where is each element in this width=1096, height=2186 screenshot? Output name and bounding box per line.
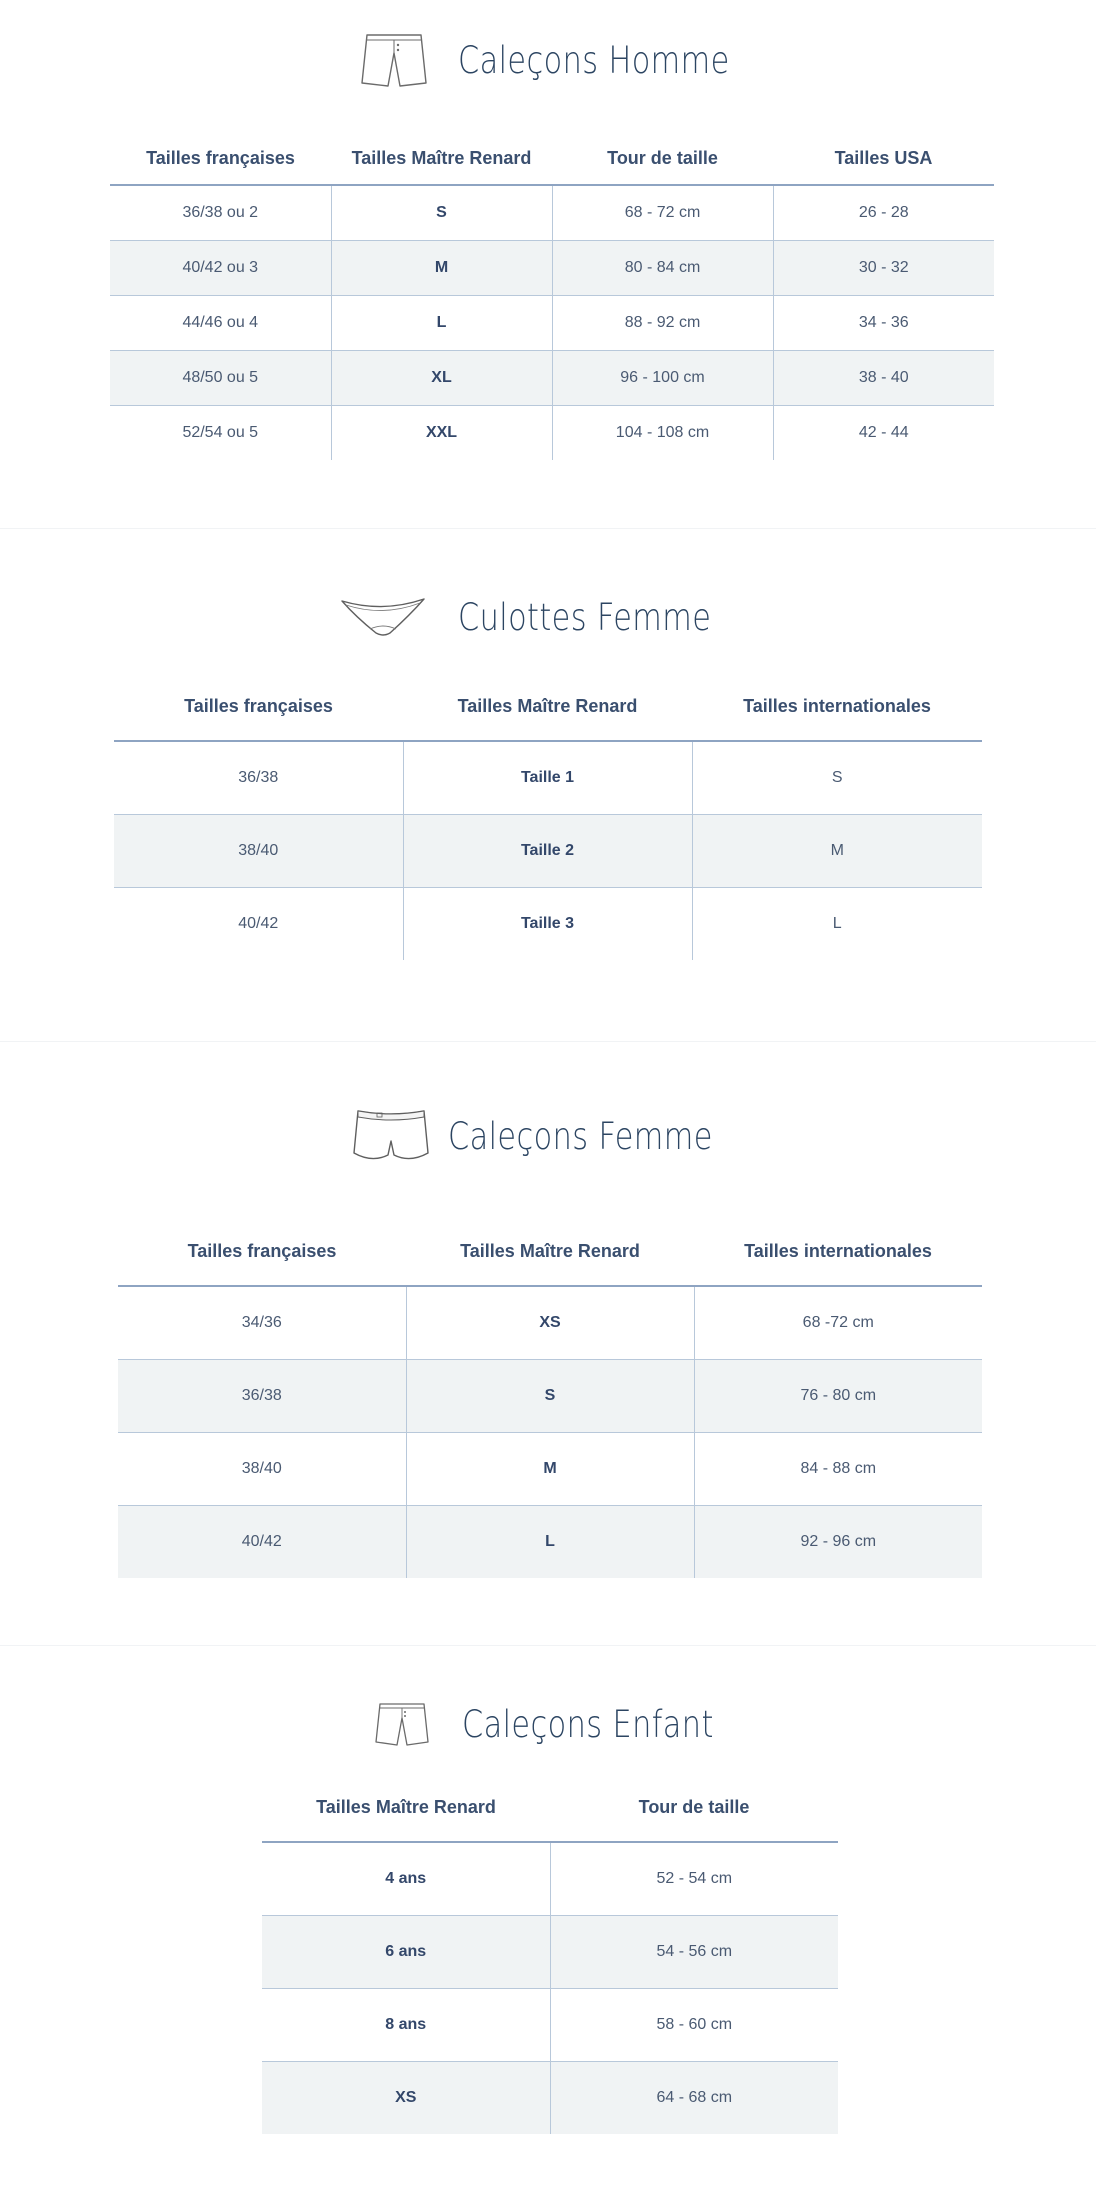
table-cell: 4 ans — [262, 1842, 550, 1915]
table-row — [118, 1286, 982, 1359]
table-row — [110, 295, 994, 350]
table-cell: XL — [331, 350, 552, 405]
table-cell: 80 - 84 cm — [552, 240, 773, 295]
table-cell: 38/40 — [118, 1432, 406, 1505]
table-row — [110, 240, 994, 295]
table-cell: 6 ans — [262, 1915, 550, 1988]
table-cell: 96 - 100 cm — [552, 350, 773, 405]
table-cell: Taille 2 — [403, 814, 692, 887]
table-cell: 92 - 96 cm — [694, 1505, 982, 1578]
table-cell: M — [331, 240, 552, 295]
table-cell: 58 - 60 cm — [550, 1988, 838, 2061]
section-title: Caleçons Enfant — [462, 1702, 714, 1746]
table-cell: 68 -72 cm — [694, 1286, 982, 1359]
size-table-culottes-femme — [114, 673, 982, 960]
column-header: Tailles françaises — [118, 1218, 406, 1286]
table-row — [262, 1842, 838, 1915]
section-2-heading — [340, 585, 767, 649]
table-cell: M — [692, 814, 982, 887]
table-row — [262, 1915, 838, 1988]
table-cell: Taille 3 — [403, 887, 692, 960]
section-divider — [0, 1041, 1096, 1042]
table-cell: 64 - 68 cm — [550, 2061, 838, 2134]
table-cell: 34/36 — [118, 1286, 406, 1359]
section-1-heading — [360, 28, 789, 92]
table-cell: 84 - 88 cm — [694, 1432, 982, 1505]
table-cell: 38/40 — [114, 814, 403, 887]
table-cell: 44/46 ou 4 — [110, 295, 331, 350]
table-row — [114, 741, 982, 814]
briefs-icon — [340, 595, 426, 639]
size-table-calecons-homme — [110, 132, 994, 460]
table-cell: 36/38 — [114, 741, 403, 814]
size-table-calecons-femme — [118, 1218, 982, 1578]
column-header: Tailles USA — [773, 132, 994, 185]
table-row — [262, 2061, 838, 2134]
column-header: Tailles françaises — [110, 132, 331, 185]
table-cell: S — [331, 185, 552, 240]
table-row — [262, 1988, 838, 2061]
column-header: Tour de taille — [550, 1774, 838, 1842]
section-title: Caleçons Femme — [448, 1114, 713, 1158]
table-cell: L — [331, 295, 552, 350]
table-cell: XXL — [331, 405, 552, 460]
table-cell: Taille 1 — [403, 741, 692, 814]
table-row — [118, 1359, 982, 1432]
table-row — [118, 1432, 982, 1505]
table-cell: L — [406, 1505, 694, 1578]
table-cell: M — [406, 1432, 694, 1505]
section-divider — [0, 528, 1096, 529]
table-cell: 88 - 92 cm — [552, 295, 773, 350]
column-header: Tailles Maître Renard — [406, 1218, 694, 1286]
table-cell: S — [692, 741, 982, 814]
table-cell: 30 - 32 — [773, 240, 994, 295]
table-row — [118, 1505, 982, 1578]
column-header: Tailles Maître Renard — [331, 132, 552, 185]
table-cell: 54 - 56 cm — [550, 1915, 838, 1988]
table-cell: XS — [406, 1286, 694, 1359]
kids-boxer-icon — [374, 1700, 430, 1748]
section-4-heading — [374, 1692, 769, 1756]
table-row — [110, 185, 994, 240]
table-cell: 52 - 54 cm — [550, 1842, 838, 1915]
column-header: Tailles Maître Renard — [262, 1774, 550, 1842]
table-cell: 26 - 28 — [773, 185, 994, 240]
table-cell: 40/42 ou 3 — [110, 240, 331, 295]
table-row — [110, 405, 994, 460]
table-cell: L — [692, 887, 982, 960]
women-boxer-icon — [352, 1105, 430, 1167]
table-cell: 42 - 44 — [773, 405, 994, 460]
table-cell: 38 - 40 — [773, 350, 994, 405]
column-header: Tailles Maître Renard — [403, 673, 692, 741]
table-cell: 40/42 — [118, 1505, 406, 1578]
size-table-calecons-enfant — [262, 1774, 838, 2134]
table-cell: XS — [262, 2061, 550, 2134]
table-cell: 68 - 72 cm — [552, 185, 773, 240]
column-header: Tailles internationales — [694, 1218, 982, 1286]
section-title: Caleçons Homme — [458, 38, 730, 82]
column-header: Tailles internationales — [692, 673, 982, 741]
table-cell: 104 - 108 cm — [552, 405, 773, 460]
table-row — [114, 887, 982, 960]
table-cell: 34 - 36 — [773, 295, 994, 350]
section-divider — [0, 1645, 1096, 1646]
section-title: Culottes Femme — [458, 595, 712, 639]
table-cell: S — [406, 1359, 694, 1432]
table-row — [114, 814, 982, 887]
table-cell: 36/38 — [118, 1359, 406, 1432]
table-row — [110, 350, 994, 405]
column-header: Tour de taille — [552, 132, 773, 185]
table-cell: 36/38 ou 2 — [110, 185, 331, 240]
table-cell: 40/42 — [238, 914, 279, 932]
boxer-shorts-icon — [360, 31, 428, 89]
table-cell: 52/54 ou 5 — [182, 423, 259, 441]
column-header: Tailles françaises — [114, 673, 403, 741]
table-cell: 76 - 80 cm — [694, 1359, 982, 1432]
table-cell: 48/50 ou 5 — [110, 350, 331, 405]
section-3-heading — [352, 1104, 771, 1168]
table-cell: 8 ans — [262, 1988, 550, 2061]
